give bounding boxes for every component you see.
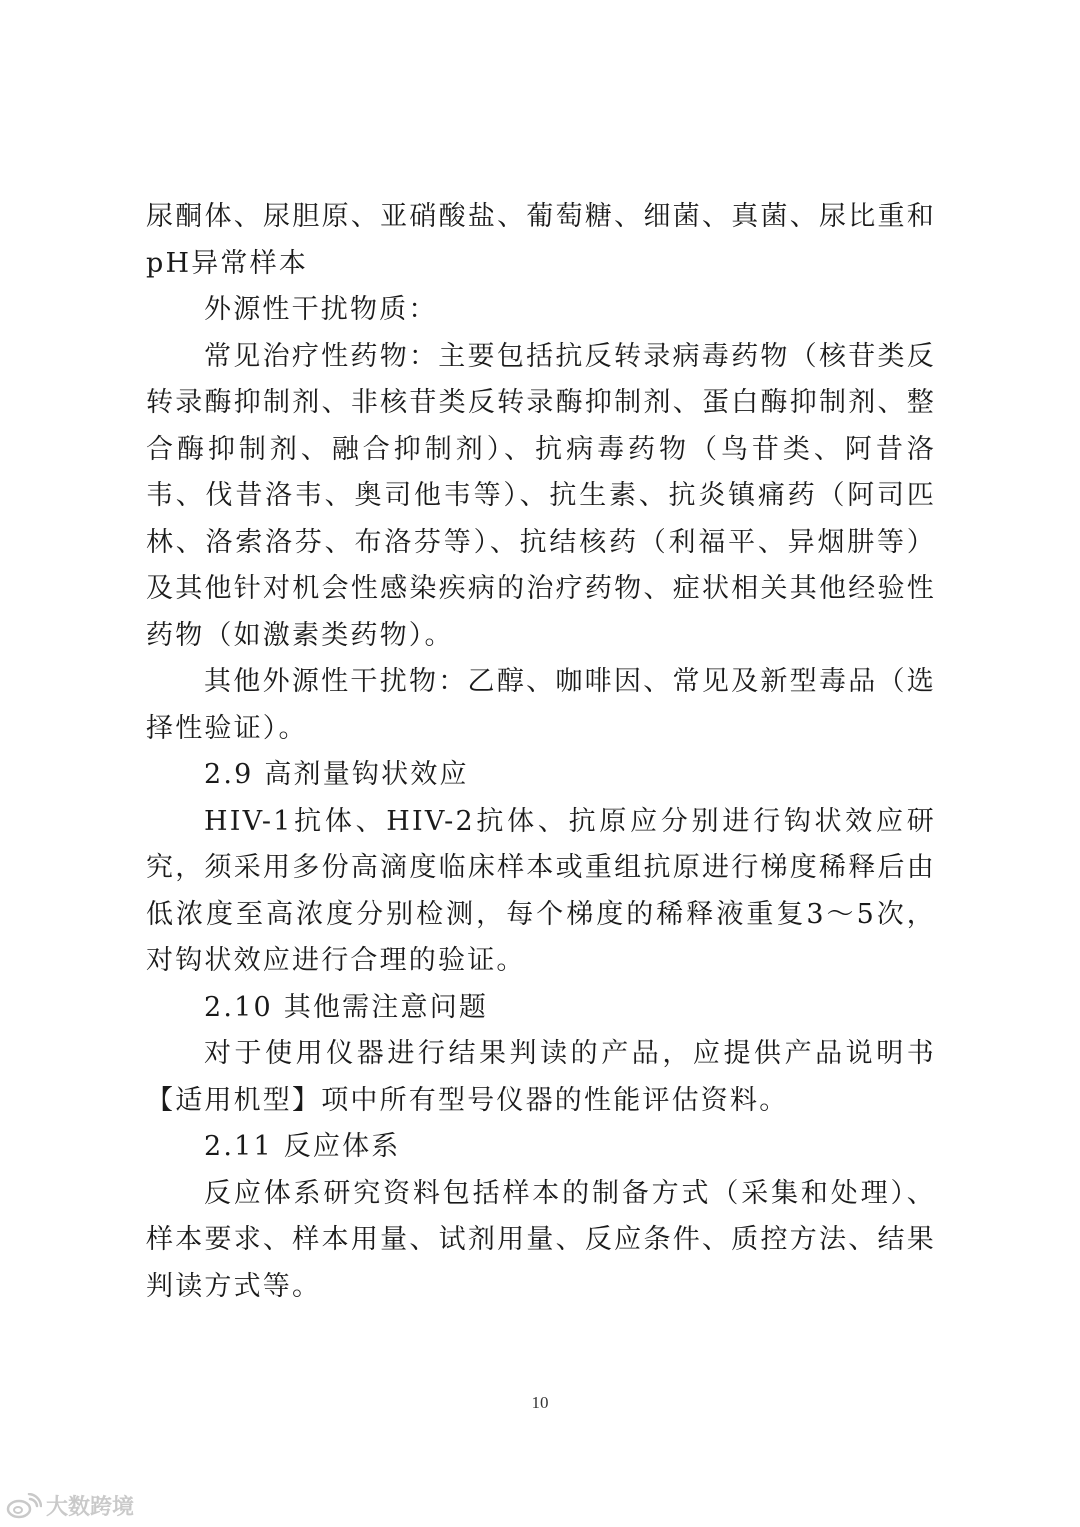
watermark (6, 1490, 134, 1521)
section-heading-2-9: 2.9 高剂量钩状效应 (204, 759, 469, 790)
section-heading-2-11: 2.11 反应体系 (204, 1131, 401, 1162)
watermark-text: 大数跨境 (46, 1495, 135, 1520)
paragraph-urine-samples: 尿酮体、尿胆原、亚硝酸盐、葡萄糖、细菌、真菌、尿比重和pH异常样本 (146, 201, 936, 279)
paragraph-common-drugs: 常见治疗性药物：主要包括抗反转录病毒药物（核苷类反转录酶抑制剂、非核苷类反转录酶抑制剂、蛋白酶抑制剂、整合酶抑制剂、融合抑制剂）、抗病毒药物（鸟苷类、阿昔洛韦、伐昔洛韦、奥司他韦等）、抗生素、抗炎镇痛药（阿司匹林、洛索洛芬、布洛芬等）、抗结核药（利福平、异烟肼等）及其他针对机会性感染疾病的治疗药物、症状相关其他经验性药物（如激素类药物）。 (146, 340, 936, 651)
document-body (146, 194, 936, 1310)
weibo-logo-icon (6, 1493, 42, 1519)
paragraph-hook-effect: HIV-1抗体、HIV-2抗体、抗原应分别进行钩状效应研究，须采用多份高滴度临床样本或重组抗原进行梯度稀释后由低浓度至高浓度分别检测，每个梯度的稀释液重复3～5次，对钩状效应进行合理的验证。 (146, 805, 936, 976)
paragraph-other-interferents: 其他外源性干扰物：乙醇、咖啡因、常见及新型毒品（选择性验证）。 (146, 666, 936, 744)
page-number: 10 (531, 1393, 549, 1412)
section-heading-2-10: 2.10 其他需注意问题 (204, 991, 489, 1023)
paragraph-reaction-system: 反应体系研究资料包括样本的制备方式（采集和处理）、样本要求、样本用量、试剂用量、反应条件、质控方法、结果判读方式等。 (146, 1177, 936, 1302)
paragraph-exogenous-heading: 外源性干扰物质： (204, 294, 438, 325)
paragraph-instrument-evaluation: 对于使用仪器进行结果判读的产品，应提供产品说明书【适用机型】项中所有型号仪器的性能评估资料。 (146, 1038, 936, 1116)
